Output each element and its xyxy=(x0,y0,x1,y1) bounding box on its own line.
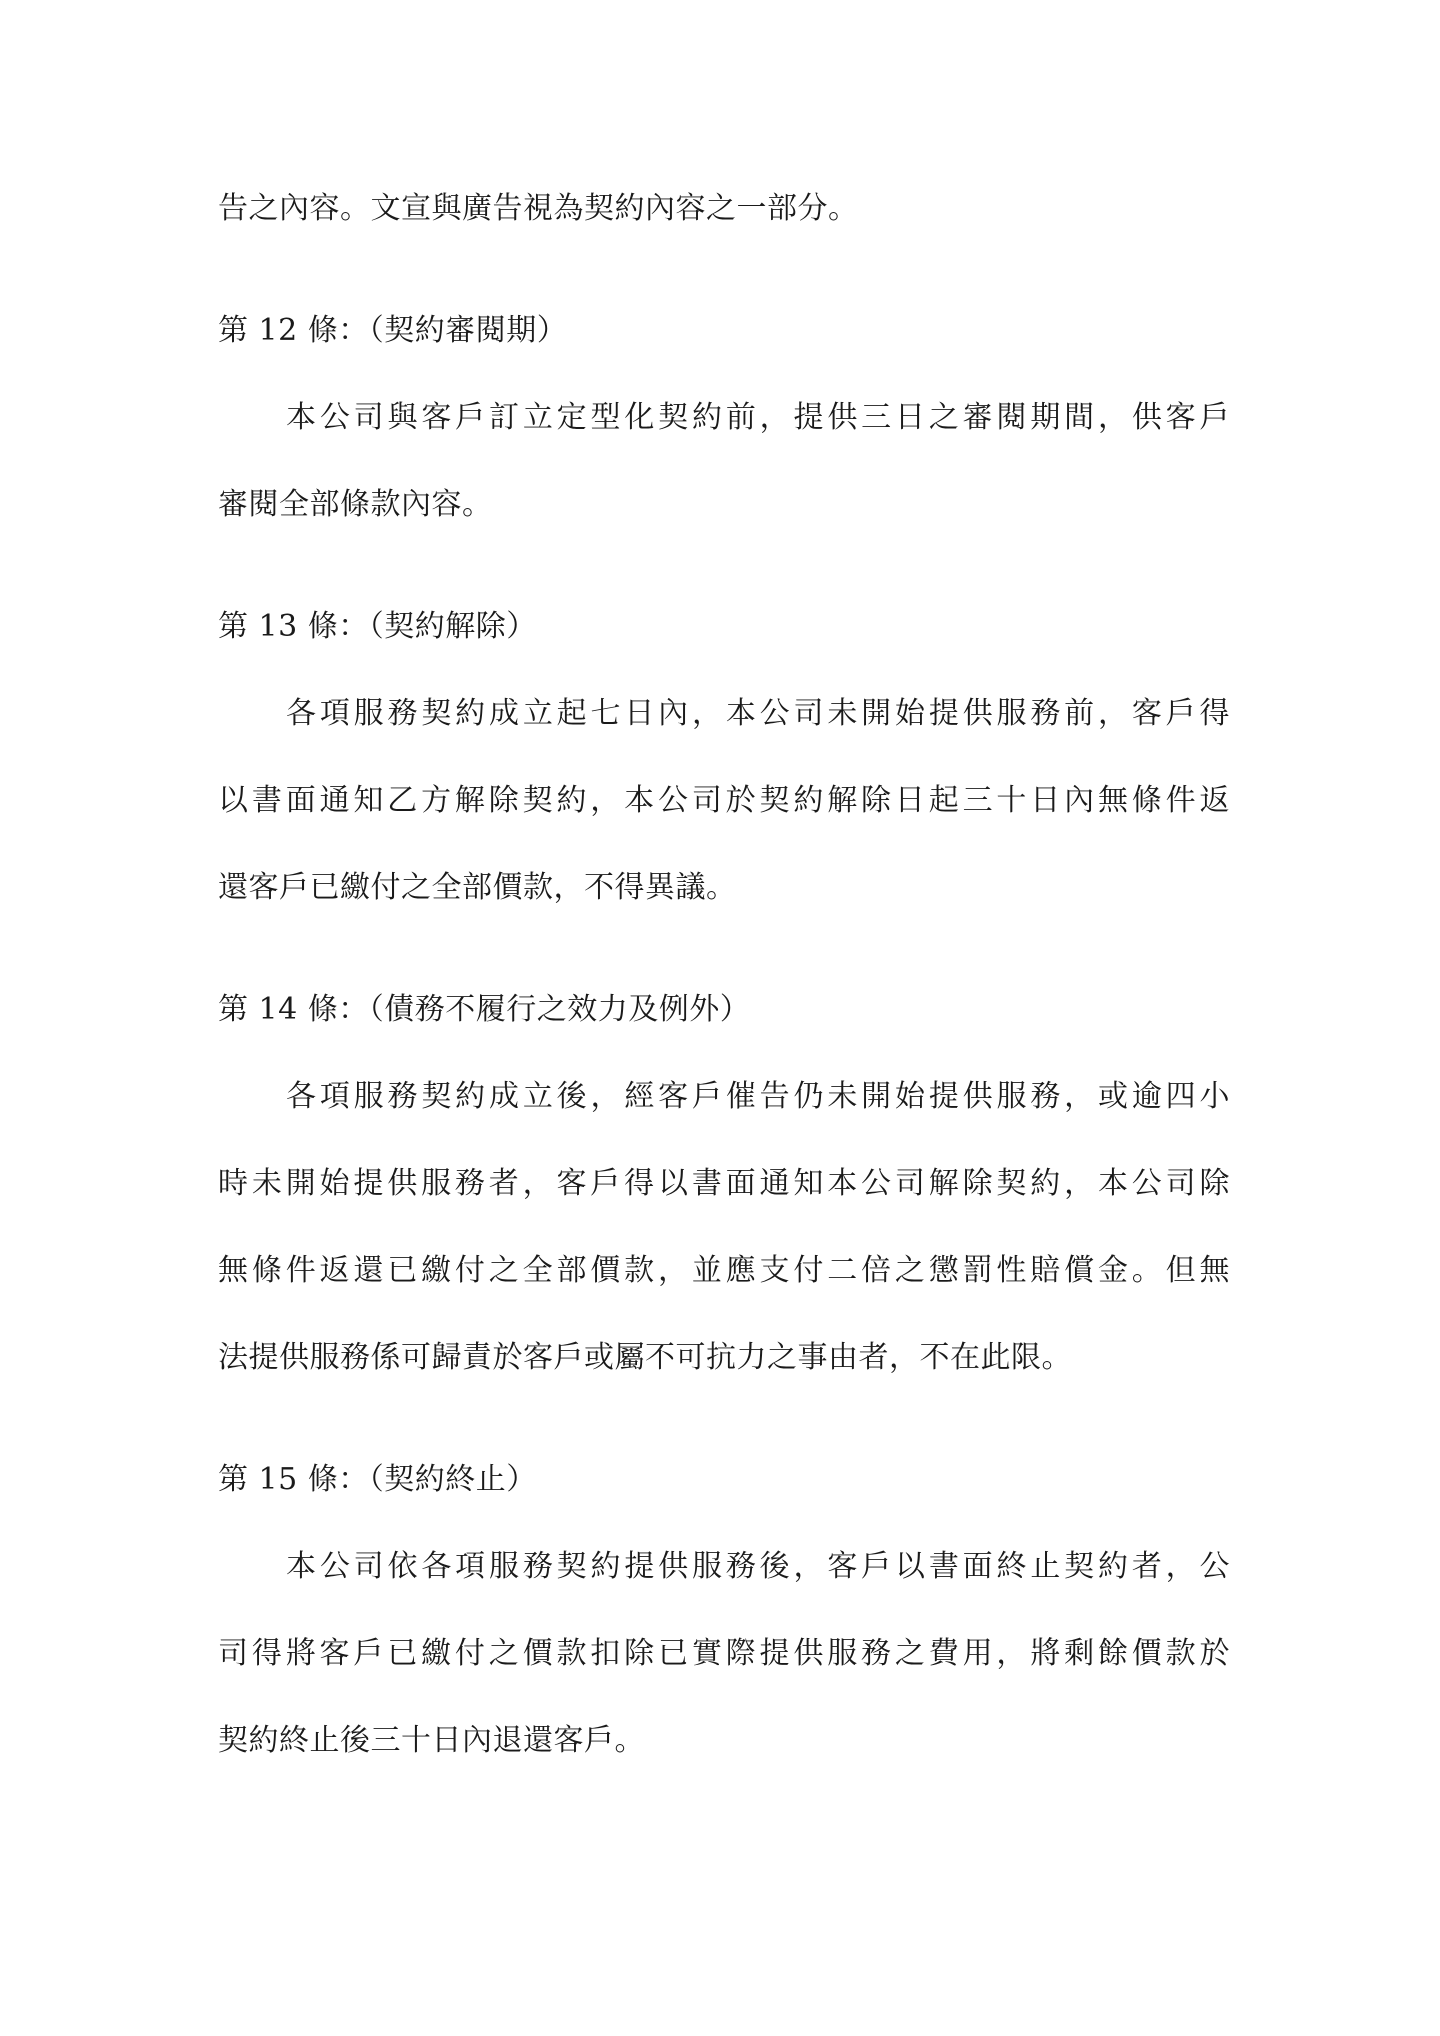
document-body xyxy=(218,187,1230,1763)
paragraph-line: 契約終止後三十日內退還客戶。 xyxy=(218,1723,645,1758)
paragraph-line: 無條件返還已繳付之全部價款，並應支付二倍之懲罰性賠償金。但無 xyxy=(218,1253,1230,1288)
section-heading: 第 15 條：（契約終止） xyxy=(218,1462,537,1497)
section-14 xyxy=(218,988,1230,1380)
paragraph-line: 司得將客戶已繳付之價款扣除已實際提供服務之費用，將剩餘價款於 xyxy=(218,1636,1230,1671)
paragraph-line: 以書面通知乙方解除契約，本公司於契約解除日起三十日內無條件返 xyxy=(218,783,1230,818)
paragraph-line: 本公司依各項服務契約提供服務後，客戶以書面終止契約者，公 xyxy=(286,1549,1230,1584)
paragraph-line: 還客戶已繳付之全部價款，不得異議。 xyxy=(218,870,737,905)
section-12 xyxy=(218,309,1230,527)
section-13 xyxy=(218,605,1230,910)
intro-line: 告之內容。文宣與廣告視為契約內容之一部分。 xyxy=(218,191,859,226)
paragraph-line: 審閱全部條款內容。 xyxy=(218,487,493,522)
section-heading: 第 13 條：（契約解除） xyxy=(218,609,537,644)
paragraph-line: 本公司與客戶訂立定型化契約前，提供三日之審閱期間，供客戶 xyxy=(286,400,1230,435)
paragraph-line: 法提供服務係可歸責於客戶或屬不可抗力之事由者，不在此限。 xyxy=(218,1340,1072,1375)
section-15 xyxy=(218,1458,1230,1763)
section-heading: 第 14 條：（債務不履行之效力及例外） xyxy=(218,992,751,1027)
paragraph-line: 時未開始提供服務者，客戶得以書面通知本公司解除契約，本公司除 xyxy=(218,1166,1230,1201)
paragraph-line: 各項服務契約成立起七日內，本公司未開始提供服務前，客戶得 xyxy=(286,696,1230,731)
section-heading: 第 12 條：（契約審閱期） xyxy=(218,313,568,348)
paragraph-line: 各項服務契約成立後，經客戶催告仍未開始提供服務，或逾四小 xyxy=(286,1079,1230,1114)
